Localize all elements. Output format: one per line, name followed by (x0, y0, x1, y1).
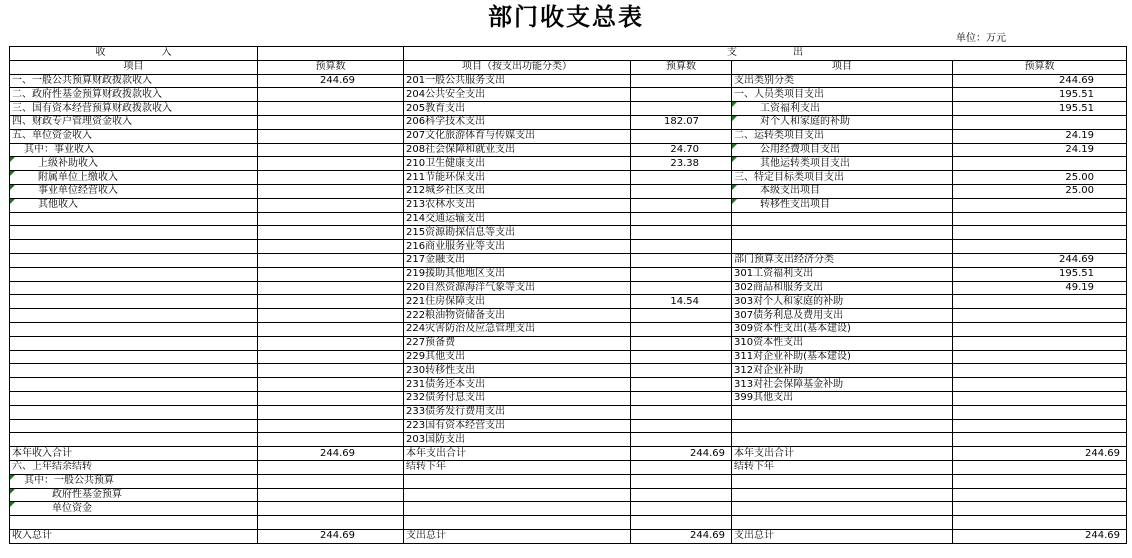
income-group-blank (258, 47, 404, 61)
func-item-cell: 231债务还本支出 (404, 378, 631, 392)
func-item-cell (404, 502, 631, 516)
income-item-cell (10, 405, 258, 419)
income-item-cell (10, 253, 258, 267)
income-budget-cell (258, 419, 404, 433)
func-budget-cell: 244.69 (631, 447, 732, 461)
category-item-cell (732, 212, 953, 226)
income-item-cell: 上级补助收入 (10, 157, 258, 171)
category-item-cell (732, 240, 953, 254)
func-item-cell: 216商业服务业等支出 (404, 240, 631, 254)
income-item-cell (10, 378, 258, 392)
category-budget-cell: 25.00 (953, 171, 1127, 185)
func-item-cell: 215资源勘探信息等支出 (404, 226, 631, 240)
func-item-cell: 本年支出合计 (404, 447, 631, 461)
func-item-cell: 221住房保障支出 (404, 295, 631, 309)
income-item-cell: 附属单位上缴收入 (10, 171, 258, 185)
income-budget-cell: 244.69 (258, 529, 404, 543)
func-item-cell: 210卫生健康支出 (404, 157, 631, 171)
table-row (10, 212, 1127, 226)
income-item-header: 项目 (10, 60, 258, 74)
income-budget-cell (258, 391, 404, 405)
income-item-cell: 六、上年结余结转 (10, 460, 258, 474)
func-item-cell: 222粮油物资储备支出 (404, 309, 631, 323)
category-item-cell (732, 516, 953, 530)
category-item-cell: 399其他支出 (732, 391, 953, 405)
func-budget-cell (631, 364, 732, 378)
income-item-cell: 四、财政专户管理资金收入 (10, 115, 258, 129)
income-item-cell: 其他收入 (10, 198, 258, 212)
expense-group-label-b: 出 (793, 47, 803, 59)
category-item-cell (732, 502, 953, 516)
category-budget-cell: 195.51 (953, 267, 1127, 281)
category-item-cell: 309资本性支出(基本建设) (732, 322, 953, 336)
category-item-cell (732, 419, 953, 433)
func-item-cell (404, 474, 631, 488)
table-row (10, 309, 1127, 323)
table-row (10, 378, 1127, 392)
income-group-header (10, 47, 258, 61)
table-row (10, 474, 1127, 488)
category-budget-cell (953, 322, 1127, 336)
income-budget-cell (258, 488, 404, 502)
income-item-cell: 单位资金 (10, 502, 258, 516)
func-item-cell (404, 516, 631, 530)
category-budget-cell: 25.00 (953, 184, 1127, 198)
func-budget-cell (631, 226, 732, 240)
table-row (10, 391, 1127, 405)
category-item-cell: 公用经费项目支出 (732, 143, 953, 157)
income-item-cell (10, 419, 258, 433)
category-budget-cell (953, 378, 1127, 392)
income-item-cell (10, 516, 258, 530)
income-item-cell (10, 295, 258, 309)
income-item-cell (10, 364, 258, 378)
category-budget-cell (953, 516, 1127, 530)
category-item-cell: 工资福利支出 (732, 102, 953, 116)
category-budget-cell (953, 502, 1127, 516)
func-item-cell: 220自然资源海洋气象等支出 (404, 281, 631, 295)
income-expense-table (9, 46, 1127, 544)
category-item-header: 项目 (732, 60, 953, 74)
category-item-cell (732, 474, 953, 488)
table-row (10, 516, 1127, 530)
income-budget-cell (258, 295, 404, 309)
category-budget-cell (953, 391, 1127, 405)
category-item-cell: 二、运转类项目支出 (732, 129, 953, 143)
category-item-cell: 部门预算支出经济分类 (732, 253, 953, 267)
func-item-cell: 204公共安全支出 (404, 88, 631, 102)
func-item-cell: 229其他支出 (404, 350, 631, 364)
income-item-cell: 本年收入合计 (10, 447, 258, 461)
category-item-cell: 支出总计 (732, 529, 953, 543)
income-item-cell (10, 226, 258, 240)
category-budget-cell (953, 419, 1127, 433)
func-item-cell: 230转移性支出 (404, 364, 631, 378)
income-budget-cell (258, 405, 404, 419)
func-item-cell: 208社会保障和就业支出 (404, 143, 631, 157)
category-budget-cell (953, 474, 1127, 488)
category-budget-cell (953, 488, 1127, 502)
func-item-cell: 212城乡社区支出 (404, 184, 631, 198)
income-item-cell: 三、国有资本经营预算财政拨款收入 (10, 102, 258, 116)
func-budget-cell (631, 253, 732, 267)
func-budget-cell (631, 309, 732, 323)
table-row (10, 529, 1127, 543)
income-budget-cell (258, 474, 404, 488)
func-item-cell: 206科学技术支出 (404, 115, 631, 129)
unit-label: 单位：万元 (956, 33, 1006, 44)
income-budget-cell (258, 88, 404, 102)
func-budget-cell (631, 516, 732, 530)
table-row (10, 143, 1127, 157)
income-item-cell: 其中：一般公共预算 (10, 474, 258, 488)
category-item-cell: 307债务利息及费用支出 (732, 309, 953, 323)
func-item-cell: 213农林水支出 (404, 198, 631, 212)
table-body (10, 47, 1127, 544)
category-item-cell: 本级支出项目 (732, 184, 953, 198)
category-item-cell: 对个人和家庭的补助 (732, 115, 953, 129)
income-budget-cell (258, 322, 404, 336)
category-budget-cell: 244.69 (953, 447, 1127, 461)
income-budget-cell (258, 171, 404, 185)
func-budget-cell: 244.69 (631, 529, 732, 543)
table-row (10, 267, 1127, 281)
func-budget-cell (631, 267, 732, 281)
func-budget-cell (631, 391, 732, 405)
income-budget-cell (258, 350, 404, 364)
income-budget-cell (258, 157, 404, 171)
category-budget-cell (953, 405, 1127, 419)
category-item-cell: 结转下年 (732, 460, 953, 474)
func-budget-cell (631, 405, 732, 419)
func-budget-cell (631, 184, 732, 198)
func-item-cell: 支出总计 (404, 529, 631, 543)
table-row (10, 184, 1127, 198)
func-budget-cell (631, 198, 732, 212)
category-budget-cell: 24.19 (953, 143, 1127, 157)
category-budget-cell (953, 433, 1127, 447)
income-budget-cell (258, 309, 404, 323)
income-item-cell (10, 281, 258, 295)
func-budget-cell (631, 336, 732, 350)
category-budget-cell: 244.69 (953, 253, 1127, 267)
table-row (10, 322, 1127, 336)
income-item-cell (10, 391, 258, 405)
table-row (10, 295, 1127, 309)
func-item-cell: 214交通运输支出 (404, 212, 631, 226)
expense-group-header (404, 47, 1127, 61)
category-item-cell: 三、特定目标类项目支出 (732, 171, 953, 185)
func-budget-cell (631, 350, 732, 364)
table-row (10, 198, 1127, 212)
column-header-row (10, 60, 1127, 74)
func-budget-cell (631, 171, 732, 185)
table-row (10, 226, 1127, 240)
table-row (10, 281, 1127, 295)
func-budget-cell (631, 74, 732, 88)
category-budget-cell (953, 364, 1127, 378)
income-item-cell (10, 322, 258, 336)
func-item-cell: 217金融支出 (404, 253, 631, 267)
func-budget-cell (631, 212, 732, 226)
func-item-cell: 203国防支出 (404, 433, 631, 447)
func-item-cell (404, 488, 631, 502)
category-item-cell: 310资本性支出 (732, 336, 953, 350)
table-row (10, 88, 1127, 102)
func-budget-header: 预算数 (631, 60, 732, 74)
category-budget-cell: 244.69 (953, 529, 1127, 543)
func-item-cell: 223国有资本经营支出 (404, 419, 631, 433)
income-budget-cell (258, 433, 404, 447)
category-item-cell: 转移性支出项目 (732, 198, 953, 212)
category-item-cell: 本年支出合计 (732, 447, 953, 461)
category-item-cell: 312对企业补助 (732, 364, 953, 378)
category-item-cell: 其他运转类项目支出 (732, 157, 953, 171)
income-budget-cell: 244.69 (258, 447, 404, 461)
income-item-cell: 二、政府性基金预算财政拨款收入 (10, 88, 258, 102)
func-budget-cell (631, 460, 732, 474)
func-item-header: 项目（按支出功能分类） (404, 60, 631, 74)
category-item-cell: 303对个人和家庭的补助 (732, 295, 953, 309)
table-row (10, 171, 1127, 185)
income-group-label-b: 入 (161, 47, 172, 59)
category-budget-cell (953, 336, 1127, 350)
category-item-cell (732, 433, 953, 447)
category-item-cell (732, 488, 953, 502)
income-item-cell (10, 240, 258, 254)
category-item-cell (732, 405, 953, 419)
category-item-cell: 301工资福利支出 (732, 267, 953, 281)
table-row (10, 129, 1127, 143)
func-item-cell: 219援助其他地区支出 (404, 267, 631, 281)
income-budget-cell (258, 212, 404, 226)
income-budget-cell: 244.69 (258, 74, 404, 88)
func-budget-cell (631, 322, 732, 336)
category-budget-cell: 195.51 (953, 88, 1127, 102)
income-item-cell (10, 336, 258, 350)
category-item-cell: 311对企业补助(基本建设) (732, 350, 953, 364)
table-row (10, 488, 1127, 502)
table-row (10, 74, 1127, 88)
func-item-cell: 232债务付息支出 (404, 391, 631, 405)
income-budget-cell (258, 336, 404, 350)
income-budget-cell (258, 378, 404, 392)
table-row (10, 240, 1127, 254)
func-item-cell: 211节能环保支出 (404, 171, 631, 185)
func-budget-cell: 14.54 (631, 295, 732, 309)
category-budget-cell: 244.69 (953, 74, 1127, 88)
table-row (10, 460, 1127, 474)
func-budget-cell: 24.70 (631, 143, 732, 157)
func-budget-cell (631, 433, 732, 447)
category-budget-cell (953, 350, 1127, 364)
income-budget-cell (258, 240, 404, 254)
income-budget-cell (258, 364, 404, 378)
page-title: 部门收支总表 (488, 3, 644, 31)
income-item-cell (10, 350, 258, 364)
func-budget-cell (631, 488, 732, 502)
func-item-cell: 结转下年 (404, 460, 631, 474)
category-budget-cell (953, 198, 1127, 212)
func-budget-cell (631, 129, 732, 143)
table-row (10, 419, 1127, 433)
category-budget-cell (953, 295, 1127, 309)
table-row (10, 157, 1127, 171)
income-budget-cell (258, 502, 404, 516)
func-budget-cell (631, 88, 732, 102)
income-item-cell: 一、一般公共预算财政拨款收入 (10, 74, 258, 88)
func-item-cell: 205教育支出 (404, 102, 631, 116)
func-budget-cell (631, 102, 732, 116)
func-budget-cell (631, 281, 732, 295)
income-budget-cell (258, 129, 404, 143)
func-budget-cell (631, 502, 732, 516)
table-row (10, 433, 1127, 447)
income-budget-header: 预算数 (258, 60, 404, 74)
group-header-row (10, 47, 1127, 61)
income-budget-cell (258, 143, 404, 157)
func-budget-cell (631, 419, 732, 433)
category-budget-cell (953, 212, 1127, 226)
category-budget-header: 预算数 (953, 60, 1127, 74)
income-item-cell: 五、单位资金收入 (10, 129, 258, 143)
table-row (10, 364, 1127, 378)
func-budget-cell: 23.38 (631, 157, 732, 171)
income-group-label-a: 收 (95, 47, 106, 59)
category-budget-cell (953, 115, 1127, 129)
income-budget-cell (258, 198, 404, 212)
category-budget-cell: 24.19 (953, 129, 1127, 143)
func-item-cell: 227预备费 (404, 336, 631, 350)
category-budget-cell (953, 157, 1127, 171)
func-item-cell: 224灾害防治及应急管理支出 (404, 322, 631, 336)
income-item-cell (10, 433, 258, 447)
table-row (10, 102, 1127, 116)
category-item-cell: 302商品和服务支出 (732, 281, 953, 295)
income-budget-cell (258, 226, 404, 240)
income-budget-cell (258, 115, 404, 129)
func-budget-cell (631, 474, 732, 488)
income-item-cell (10, 212, 258, 226)
income-budget-cell (258, 184, 404, 198)
category-item-cell: 313对社会保障基金补助 (732, 378, 953, 392)
category-budget-cell (953, 240, 1127, 254)
category-item-cell: 支出类别分类 (732, 74, 953, 88)
table-row (10, 350, 1127, 364)
income-budget-cell (258, 267, 404, 281)
category-item-cell: 一、人员类项目支出 (732, 88, 953, 102)
income-budget-cell (258, 102, 404, 116)
func-item-cell: 201一般公共服务支出 (404, 74, 631, 88)
income-item-cell: 政府性基金预算 (10, 488, 258, 502)
table-row (10, 502, 1127, 516)
category-budget-cell (953, 309, 1127, 323)
category-budget-cell (953, 460, 1127, 474)
func-item-cell: 207文化旅游体育与传媒支出 (404, 129, 631, 143)
income-budget-cell (258, 253, 404, 267)
income-budget-cell (258, 460, 404, 474)
table-row (10, 253, 1127, 267)
income-item-cell: 其中：事业收入 (10, 143, 258, 157)
category-budget-cell (953, 226, 1127, 240)
category-item-cell (732, 226, 953, 240)
income-item-cell (10, 309, 258, 323)
table-row (10, 336, 1127, 350)
func-budget-cell (631, 378, 732, 392)
category-budget-cell: 49.19 (953, 281, 1127, 295)
income-item-cell: 事业单位经营收入 (10, 184, 258, 198)
category-budget-cell: 195.51 (953, 102, 1127, 116)
table-row (10, 447, 1127, 461)
income-budget-cell (258, 281, 404, 295)
expense-group-label-a: 支 (727, 47, 737, 59)
func-item-cell: 233债务发行费用支出 (404, 405, 631, 419)
income-item-cell (10, 267, 258, 281)
table-row (10, 115, 1127, 129)
func-budget-cell: 182.07 (631, 115, 732, 129)
table-row (10, 405, 1127, 419)
func-budget-cell (631, 240, 732, 254)
income-budget-cell (258, 516, 404, 530)
income-item-cell: 收入总计 (10, 529, 258, 543)
